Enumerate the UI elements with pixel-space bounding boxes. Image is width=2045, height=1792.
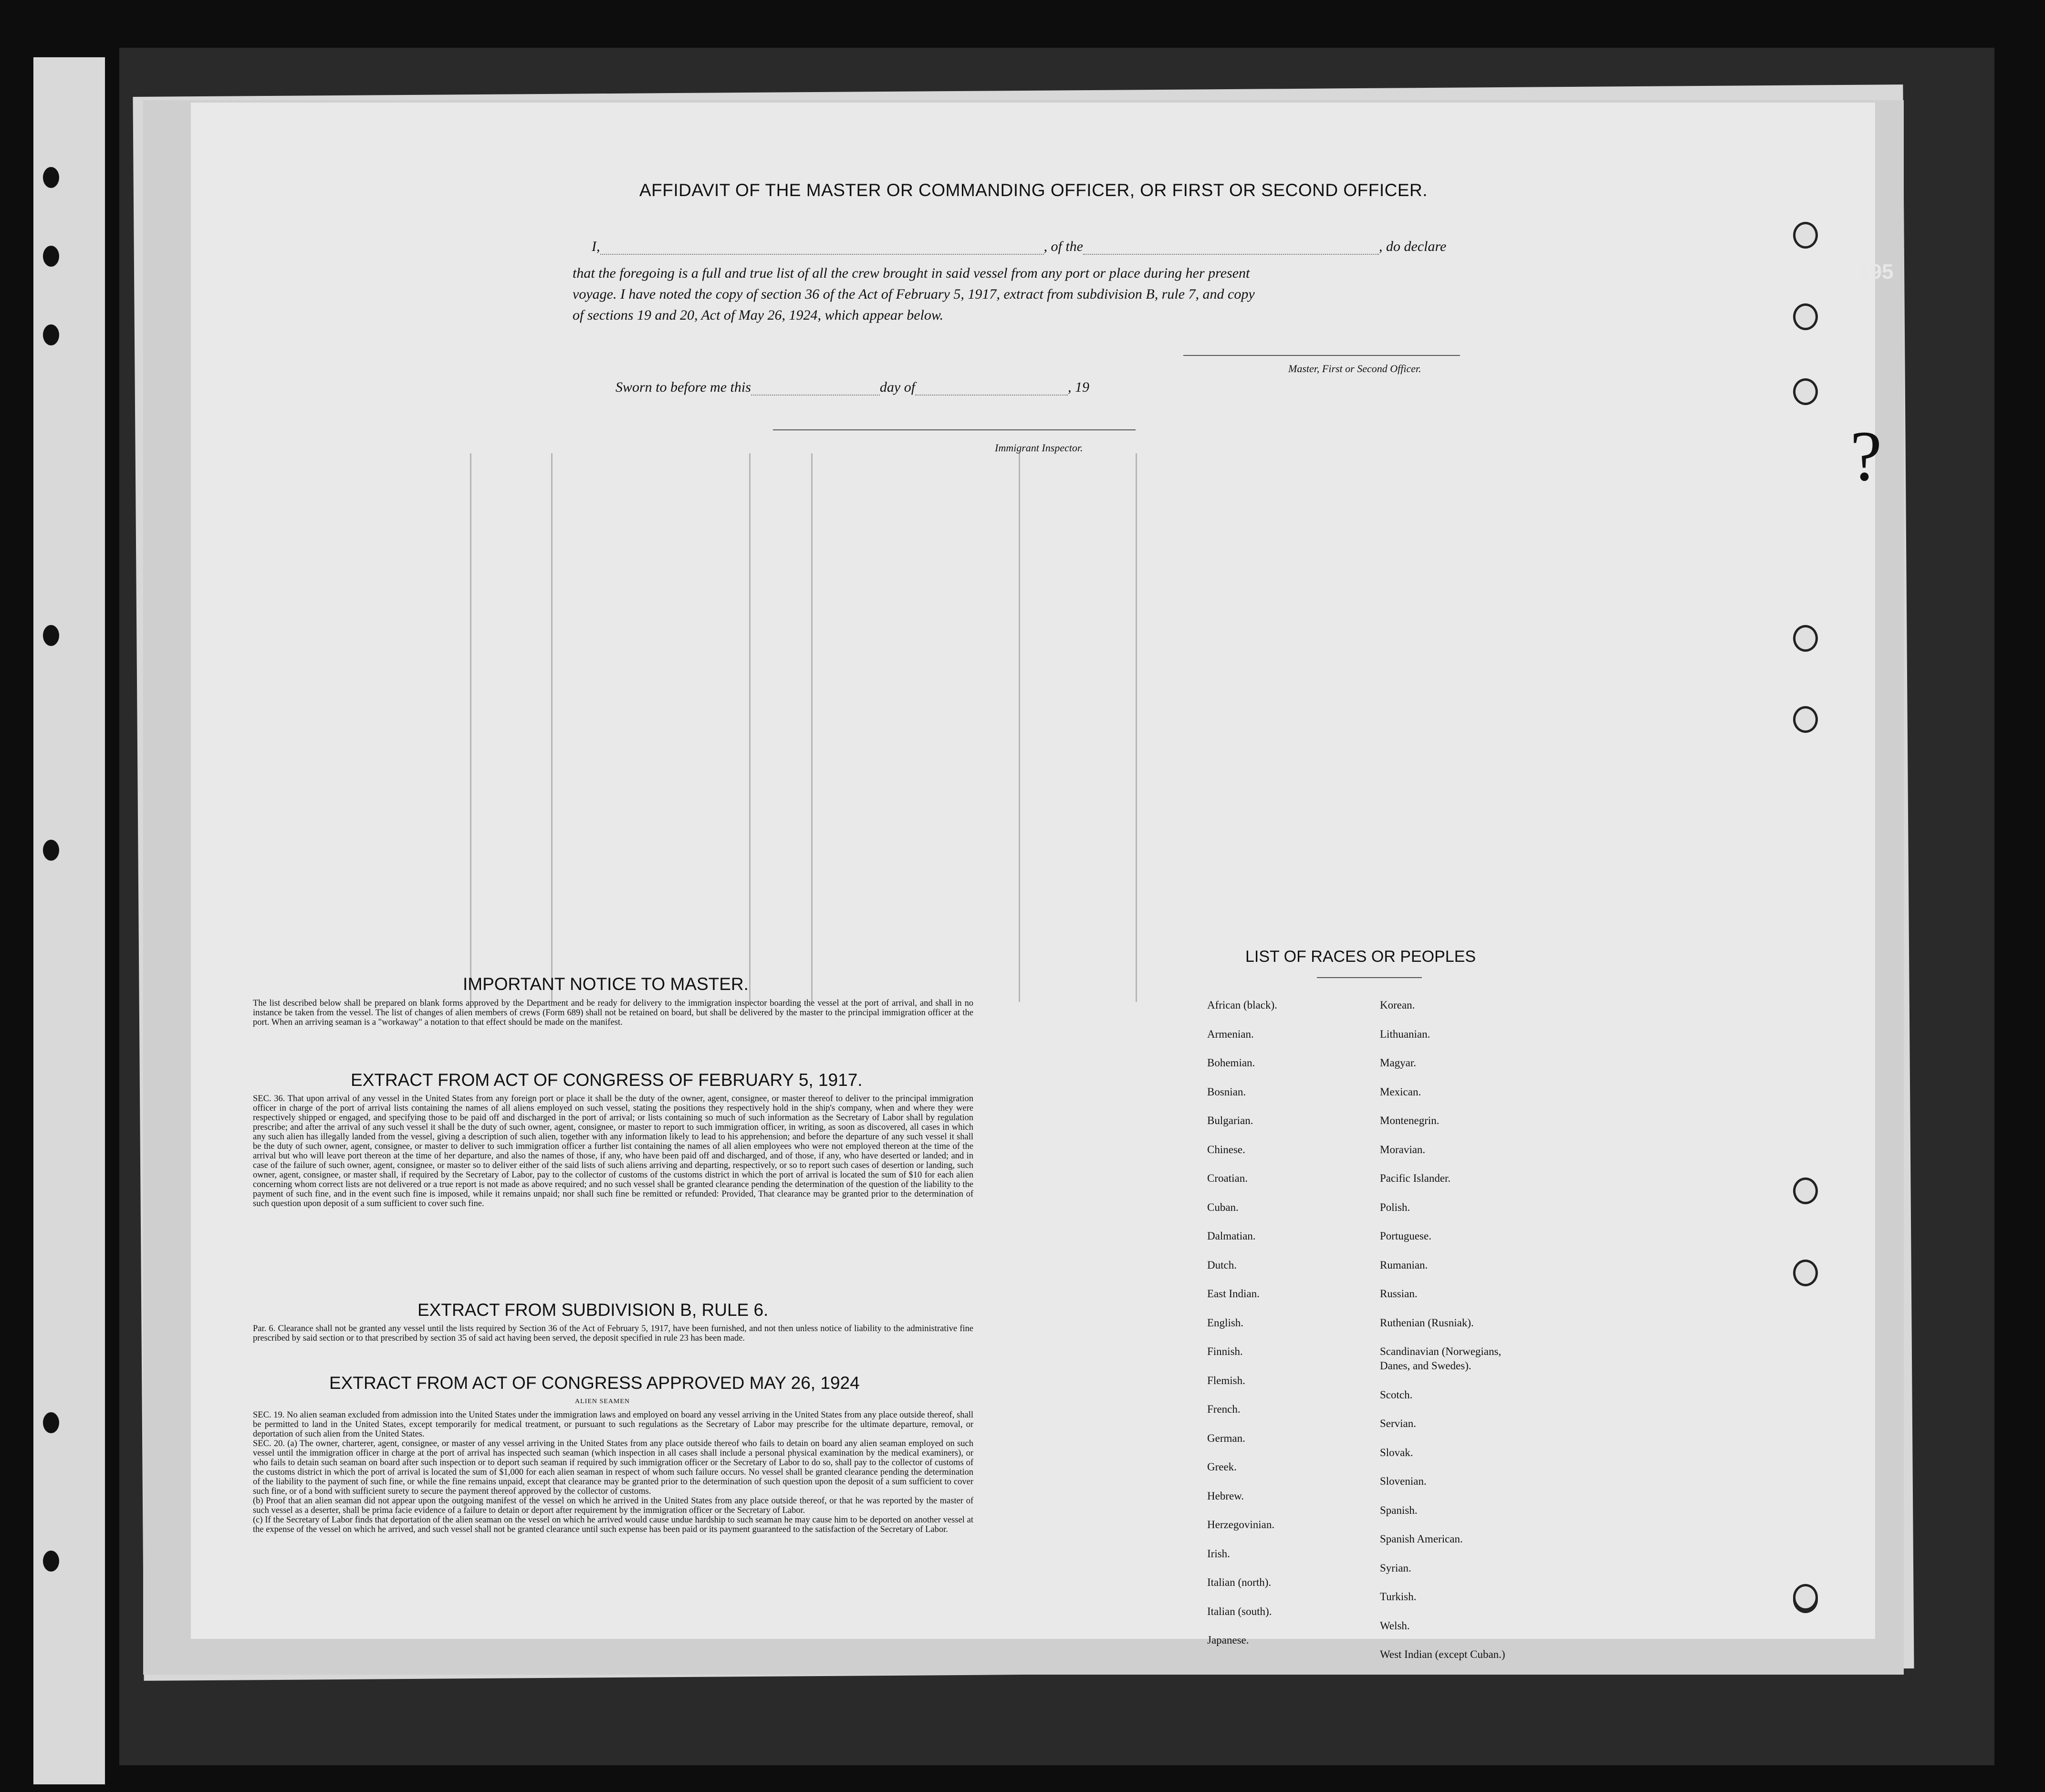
race-item: Armenian. [1207,1028,1254,1040]
punch-hole [1793,625,1818,652]
extract-1924-title: EXTRACT FROM ACT OF CONGRESS APPROVED MAY 26, 1924 [329,1373,860,1393]
affidavit-i: I, [592,239,600,254]
race-item: Flemish. [1207,1374,1245,1386]
race-item: Dalmatian. [1207,1230,1256,1242]
races-rule [1317,977,1422,978]
race-item: Herzegovinian. [1207,1519,1275,1531]
month-blank[interactable] [915,395,1068,396]
notice-title: IMPORTANT NOTICE TO MASTER. [463,974,749,994]
race-item: Russian. [1380,1288,1418,1300]
punch-hole [43,324,59,345]
race-item: Scandinavian (Norwegians, [1380,1345,1502,1357]
race-item: Finnish. [1207,1345,1243,1357]
punch-hole [1793,1177,1818,1204]
ghost-rule [1019,453,1020,1002]
race-item: Bulgarian. [1207,1115,1253,1126]
punch-hole [43,625,59,646]
race-item: East Indian. [1207,1288,1260,1300]
sworn-line [616,379,1089,396]
page-number: 195 [1858,260,1894,283]
race-item: Cuban. [1207,1201,1239,1213]
race-item: Magyar. [1380,1057,1417,1069]
punch-hole [43,167,59,188]
affidavit-declare: , do declare [1379,239,1447,254]
affidavit-line1 [592,239,1446,255]
punch-hole [1793,1260,1818,1286]
race-item: Japanese. [1207,1634,1249,1646]
subdivision-text: Par. 6. Clearance shall not be granted any vessel until the lists required by Section 36 of the Act of February 5, 1917, have been furnished, and not then unless notice of liability to the administrative fine prescribed by said section or to that prescribed by section 35 of said act having been served, the deposit specified in rule 23 has been made. [253,1324,973,1343]
race-item: Greek. [1207,1461,1237,1473]
affidavit-line2: that the foregoing is a full and true list of all the crew brought in said vessel from any port or place during her present [573,265,1250,281]
extract-1917-title: EXTRACT FROM ACT OF CONGRESS OF FEBRUARY 5, 1917. [351,1070,863,1090]
binding-strip [33,57,105,1784]
race-item: Chinese. [1207,1143,1245,1156]
race-item: Pacific Islander. [1380,1172,1451,1184]
affidavit-title: AFFIDAVIT OF THE MASTER OR COMMANDING OFFICER, OR FIRST OR SECOND OFFICER. [639,180,1428,200]
inspector-caption: Immigrant Inspector. [995,442,1083,454]
race-item: Irish. [1207,1547,1230,1560]
extract-1924-text [253,1410,973,1534]
day-of-text: day of [879,379,916,395]
race-item: Bohemian. [1207,1057,1255,1069]
races-title: LIST OF RACES OR PEOPLES [1245,948,1476,966]
sworn-text: Sworn to before me this [616,379,751,395]
race-item: Montenegrin. [1380,1115,1440,1126]
sec-20a: SEC. 20. (a) The owner, charterer, agent, consignee, or master of any vessel arriving in the United States from any place outside thereof who fails to detain on board any alien seaman employed on such vessel until the immigration officer in charge at the port of arrival has inspected such seaman (which inspection in all cases shall include a personal physical examination by the medical examiners), or who fails to detain such seaman on board after such inspection or to deport such seaman if required by such immigration officer or the Secretary of Labor to do so, shall pay to the collector of customs of the customs district in which the port of arrival is located the sum of $1,000 for each alien seaman in respect of whom such failure occurs. No vessel shall be granted clearance pending the determination of the liability to the payment of such fine, or while the fine remains unpaid, except that clearance may be granted prior to the determination of such question upon the deposit of a sum sufficient to cover such fine, or of a bond with sufficient surety to secure the payment thereof approved by the collector of customs. [253,1439,973,1496]
race-item: Italian (south). [1207,1605,1272,1617]
master-signature-line[interactable] [1183,355,1460,356]
ghost-rule [749,453,751,1002]
extract-1924-subtitle: ALIEN SEAMEN [575,1398,630,1405]
race-item: Ruthenian (Rusniak). [1380,1316,1474,1329]
punch-hole [1793,378,1818,405]
handwritten-mark: ? [1844,417,1882,496]
race-item: Spanish American. [1380,1533,1463,1545]
race-item: English. [1207,1316,1244,1329]
race-item: West Indian (except Cuban.) [1380,1648,1505,1660]
subdivision-title: EXTRACT FROM SUBDIVISION B, RULE 6. [417,1300,769,1320]
ghost-rule [1136,453,1137,1002]
sec-19: SEC. 19. No alien seaman excluded from admission into the United States under the immigration laws and employed on board any vessel arriving in the United States from any place outside thereof, shall be permitted to land in the United States, except temporarily for medical treatment, or pursuant to such regulations as the Secretary of Labor may prescribe for the ultimate departure, removal, or deportation of such alien from the United States. [253,1410,973,1439]
vessel-blank[interactable] [1083,254,1379,255]
race-item: Lithuanian. [1380,1028,1430,1040]
affidavit-line4: of sections 19 and 20, Act of May 26, 1924, which appear below. [573,307,944,323]
race-item: French. [1207,1403,1241,1415]
race-item: Scotch. [1380,1388,1413,1401]
form-sheet [191,103,1875,1639]
punch-hole [43,246,59,267]
race-item: Slovak. [1380,1446,1413,1459]
punch-hole [43,840,59,861]
name-blank[interactable] [600,254,1044,255]
race-item: Slovenian. [1380,1475,1427,1487]
extract-1917-text: SEC. 36. That upon arrival of any vessel in the United States from any foreign port or place it shall be the duty of the owner, agent, consignee, or master thereof to deliver to the principal immigration officer in charge of the port of arrival lists containing the names of all aliens employed on such vessel, stating the positions they respectively hold in the ship's company, when and where they were respectively shipped or engaged, and specifying those to be paid off and discharged in the port of arrival; or lists containing so much of such information as the Secretary of Labor shall by regulation prescribe; and after the arrival of any such vessel it shall be the duty of such owner, agent, consignee, or master to report to such immigration officer, in writing, as soon as discovered, all cases in which any such alien has illegally landed from the vessel, giving a description of such alien, together with any information likely to lead to his apprehension; and before the departure of any such vessel it shall be the duty of such owner, agent, consignee, or master to deliver to such immigration officer a further list containing the names of all alien employees who were not employed thereon at the time of the arrival but who will leave port thereon at the time of her departure, and also the names of those, if any, who have been paid off and discharged, and of those, if any, who have deserted or landed; and in case of the failure of such owner, agent, consignee, or master so to deliver either of the said lists of such aliens arriving and departing, respectively, or so to report such cases of desertion or landing, such owner, agent, consignee, or master shall, if required by the Secretary of Labor, pay to the collector of customs of the customs district in which the port of arrival is located the sum of $10 for each alien concerning whom correct lists are not delivered or a true report is not made as above required; and no such vessel shall be granted clearance pending the determination of the question of the liability to the payment of such fine, and in the event such fine is imposed, while it remains unpaid; nor shall such fine be remitted or refunded: Provided, That clearance may be granted prior to the determination of such question upon deposit of a sum sufficient to cover such fine. [253,1094,973,1209]
notice-text: The list described below shall be prepared on blank forms approved by the Department and be ready for delivery to the immigration inspector boarding the vessel at the port of arrival, and shall in no instance be taken from the vessel. The list of changes of alien members of crews (Form 689) shall not be retained on board, but shall be delivered by the master to the principal immigration officer at the port. When an arriving seaman is a "workaway" a notation to that effect should be made on the manifest. [253,999,973,1027]
ghost-rule [811,453,813,1002]
race-item: Moravian. [1380,1143,1426,1156]
race-item: Portuguese. [1380,1230,1431,1242]
punch-hole [1793,1584,1818,1611]
affidavit-line3: voyage. I have noted the copy of section 36 of the Act of February 5, 1917, extract from subdivision B, rule 7, and copy [573,286,1255,302]
inspector-signature-line[interactable] [773,429,1136,430]
race-item: Welsh. [1380,1619,1410,1632]
race-item: Polish. [1380,1201,1410,1213]
sec-20c: (c) If the Secretary of Labor finds that deportation of the alien seaman on the vessel on which he arrived would cause undue hardship to such seaman he may cause him to be deported on another vessel at the expense of the vessel on which he arrived, and such vessel shall not be granted clearance until such expense has been paid or its payment guaranteed to the satisfaction of the Secretary of Labor. [253,1515,973,1534]
punch-hole [1793,706,1818,733]
race-item: Italian (north). [1207,1576,1272,1588]
race-item: Croatian. [1207,1172,1248,1184]
race-item: Bosnian. [1207,1085,1246,1098]
race-item: Rumanian. [1380,1259,1428,1271]
punch-hole [1793,303,1818,330]
affidavit-of-the: , of the [1043,239,1083,254]
race-item: Danes, and Swedes). [1380,1360,1471,1372]
punch-hole [43,1551,59,1572]
master-signature-caption: Master, First or Second Officer. [1288,363,1421,375]
punch-hole [43,1412,59,1433]
race-item: Syrian. [1380,1562,1411,1574]
day-blank[interactable] [751,395,880,396]
ghost-rule [551,453,553,1002]
ghost-rule [470,453,471,1002]
year-text: , 19 [1068,379,1090,395]
race-item: Servian. [1380,1417,1417,1429]
race-item: Spanish. [1380,1504,1418,1516]
race-item: German. [1207,1432,1245,1444]
race-item: Mexican. [1380,1085,1421,1098]
sec-20b: (b) Proof that an alien seaman did not appear upon the outgoing manifest of the vessel on which he arrived in the United States from any place outside thereof, or that he was reported by the master of such vessel as a deserter, shall be prima facie evidence of a failure to detain or deport after requirement by the immigration officer or the Secretary of Labor. [253,1496,973,1515]
race-item: African (black). [1207,999,1277,1011]
race-item: Korean. [1380,999,1415,1011]
punch-hole [1793,222,1818,249]
race-item: Dutch. [1207,1259,1237,1271]
race-item: Turkish. [1380,1591,1417,1603]
race-item: Hebrew. [1207,1490,1244,1502]
